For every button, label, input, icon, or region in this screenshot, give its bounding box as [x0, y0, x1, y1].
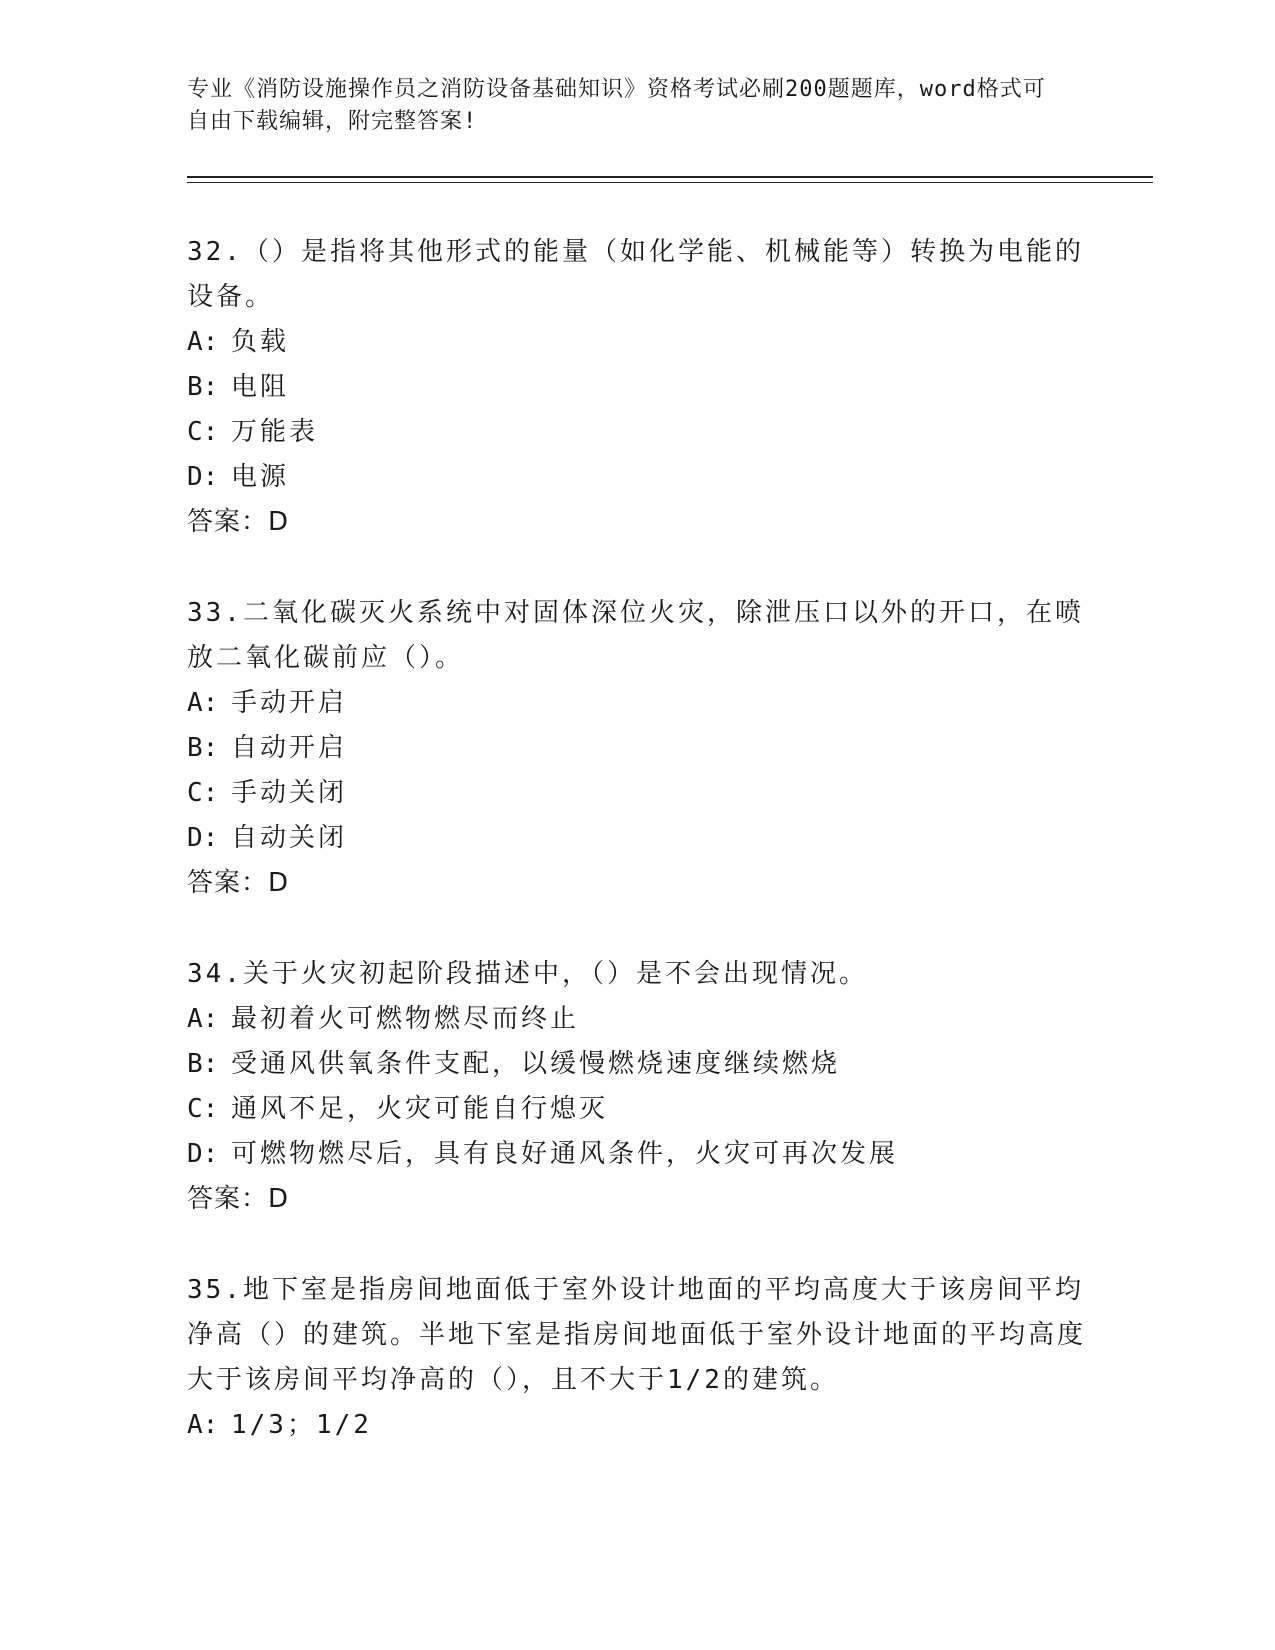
question-33: [187, 591, 1087, 906]
question-body: 关于火灾初起阶段描述中，（）是不会出现情况。: [242, 959, 868, 989]
question-number: 34.: [187, 959, 243, 989]
option-c: [187, 410, 1087, 455]
question-number: 35.: [187, 1275, 243, 1305]
option-b: [187, 365, 1087, 410]
question-number: 32.: [187, 237, 243, 267]
option-text: 受通风供氧条件支配，以缓慢燃烧速度继续燃烧: [231, 1049, 841, 1079]
option-a: [187, 997, 1087, 1042]
question-35: [187, 1268, 1087, 1448]
question-text: [187, 1268, 1087, 1403]
option-b: [187, 1042, 1087, 1087]
option-text: 电源: [231, 462, 290, 492]
document-header: 专业《消防设施操作员之消防设备基础知识》资格考试必刷200题题库，word格式可自由下载编辑，附完整答案!: [187, 77, 1046, 134]
option-text: 自动关闭: [231, 823, 348, 853]
option-text: 负载: [231, 327, 290, 357]
option-text: 手动开启: [231, 688, 348, 718]
question-number: 33.: [187, 598, 243, 628]
option-label: C:: [187, 1094, 219, 1124]
option-c: [187, 771, 1087, 816]
question-body: 地下室是指房间地面低于室外设计地面的平均高度大于该房间平均净高（）的建筑。半地下室是指房间地面低于室外设计地面的平均高度大于该房间平均净高的（），且不大于1/2的建筑。: [187, 1275, 1087, 1395]
option-text: 可燃物燃尽后，具有良好通风条件，火灾可再次发展: [231, 1139, 899, 1169]
option-d: [187, 816, 1087, 861]
option-label: A:: [187, 1004, 219, 1034]
option-label: A:: [187, 327, 219, 357]
option-text: 通风不足，火灾可能自行熄灭: [231, 1094, 609, 1124]
question-list: [187, 230, 1087, 1494]
option-label: D:: [187, 1139, 219, 1169]
header-divider-thick: [187, 176, 1153, 178]
option-label: D:: [187, 823, 219, 853]
option-text: 1/3；1/2: [231, 1410, 372, 1440]
option-label: A:: [187, 688, 219, 718]
option-d: [187, 1132, 1087, 1177]
question-text: [187, 952, 1087, 997]
option-text: 手动关闭: [231, 778, 348, 808]
header-divider-thin: [187, 182, 1153, 183]
option-label: D:: [187, 462, 219, 492]
option-text: 万能表: [231, 417, 319, 447]
question-body: （）是指将其他形式的能量（如化学能、机械能等）转换为电能的设备。: [187, 237, 1084, 312]
answer-line: 答案：D: [187, 868, 290, 898]
option-a: [187, 320, 1087, 365]
option-text: 最初着火可燃物燃尽而终止: [231, 1004, 580, 1034]
option-c: [187, 1087, 1087, 1132]
option-label: B:: [187, 372, 219, 402]
option-label: B:: [187, 1049, 219, 1079]
option-d: [187, 455, 1087, 500]
option-a: [187, 681, 1087, 726]
option-label: A:: [187, 1410, 219, 1440]
option-b: [187, 726, 1087, 771]
option-label: C:: [187, 417, 219, 447]
question-34: [187, 952, 1087, 1222]
question-body: 二氧化碳灭火系统中对固体深位火灾，除泄压口以外的开口，在喷放二氧化碳前应（）。: [187, 598, 1084, 673]
question-text: [187, 230, 1087, 320]
option-label: B:: [187, 733, 219, 763]
question-32: [187, 230, 1087, 545]
option-text: 自动开启: [231, 733, 348, 763]
question-text: [187, 591, 1087, 681]
option-label: C:: [187, 778, 219, 808]
option-a: [187, 1403, 1087, 1448]
option-text: 电阻: [231, 372, 290, 402]
answer-line: 答案：D: [187, 507, 290, 537]
answer-line: 答案：D: [187, 1184, 290, 1214]
